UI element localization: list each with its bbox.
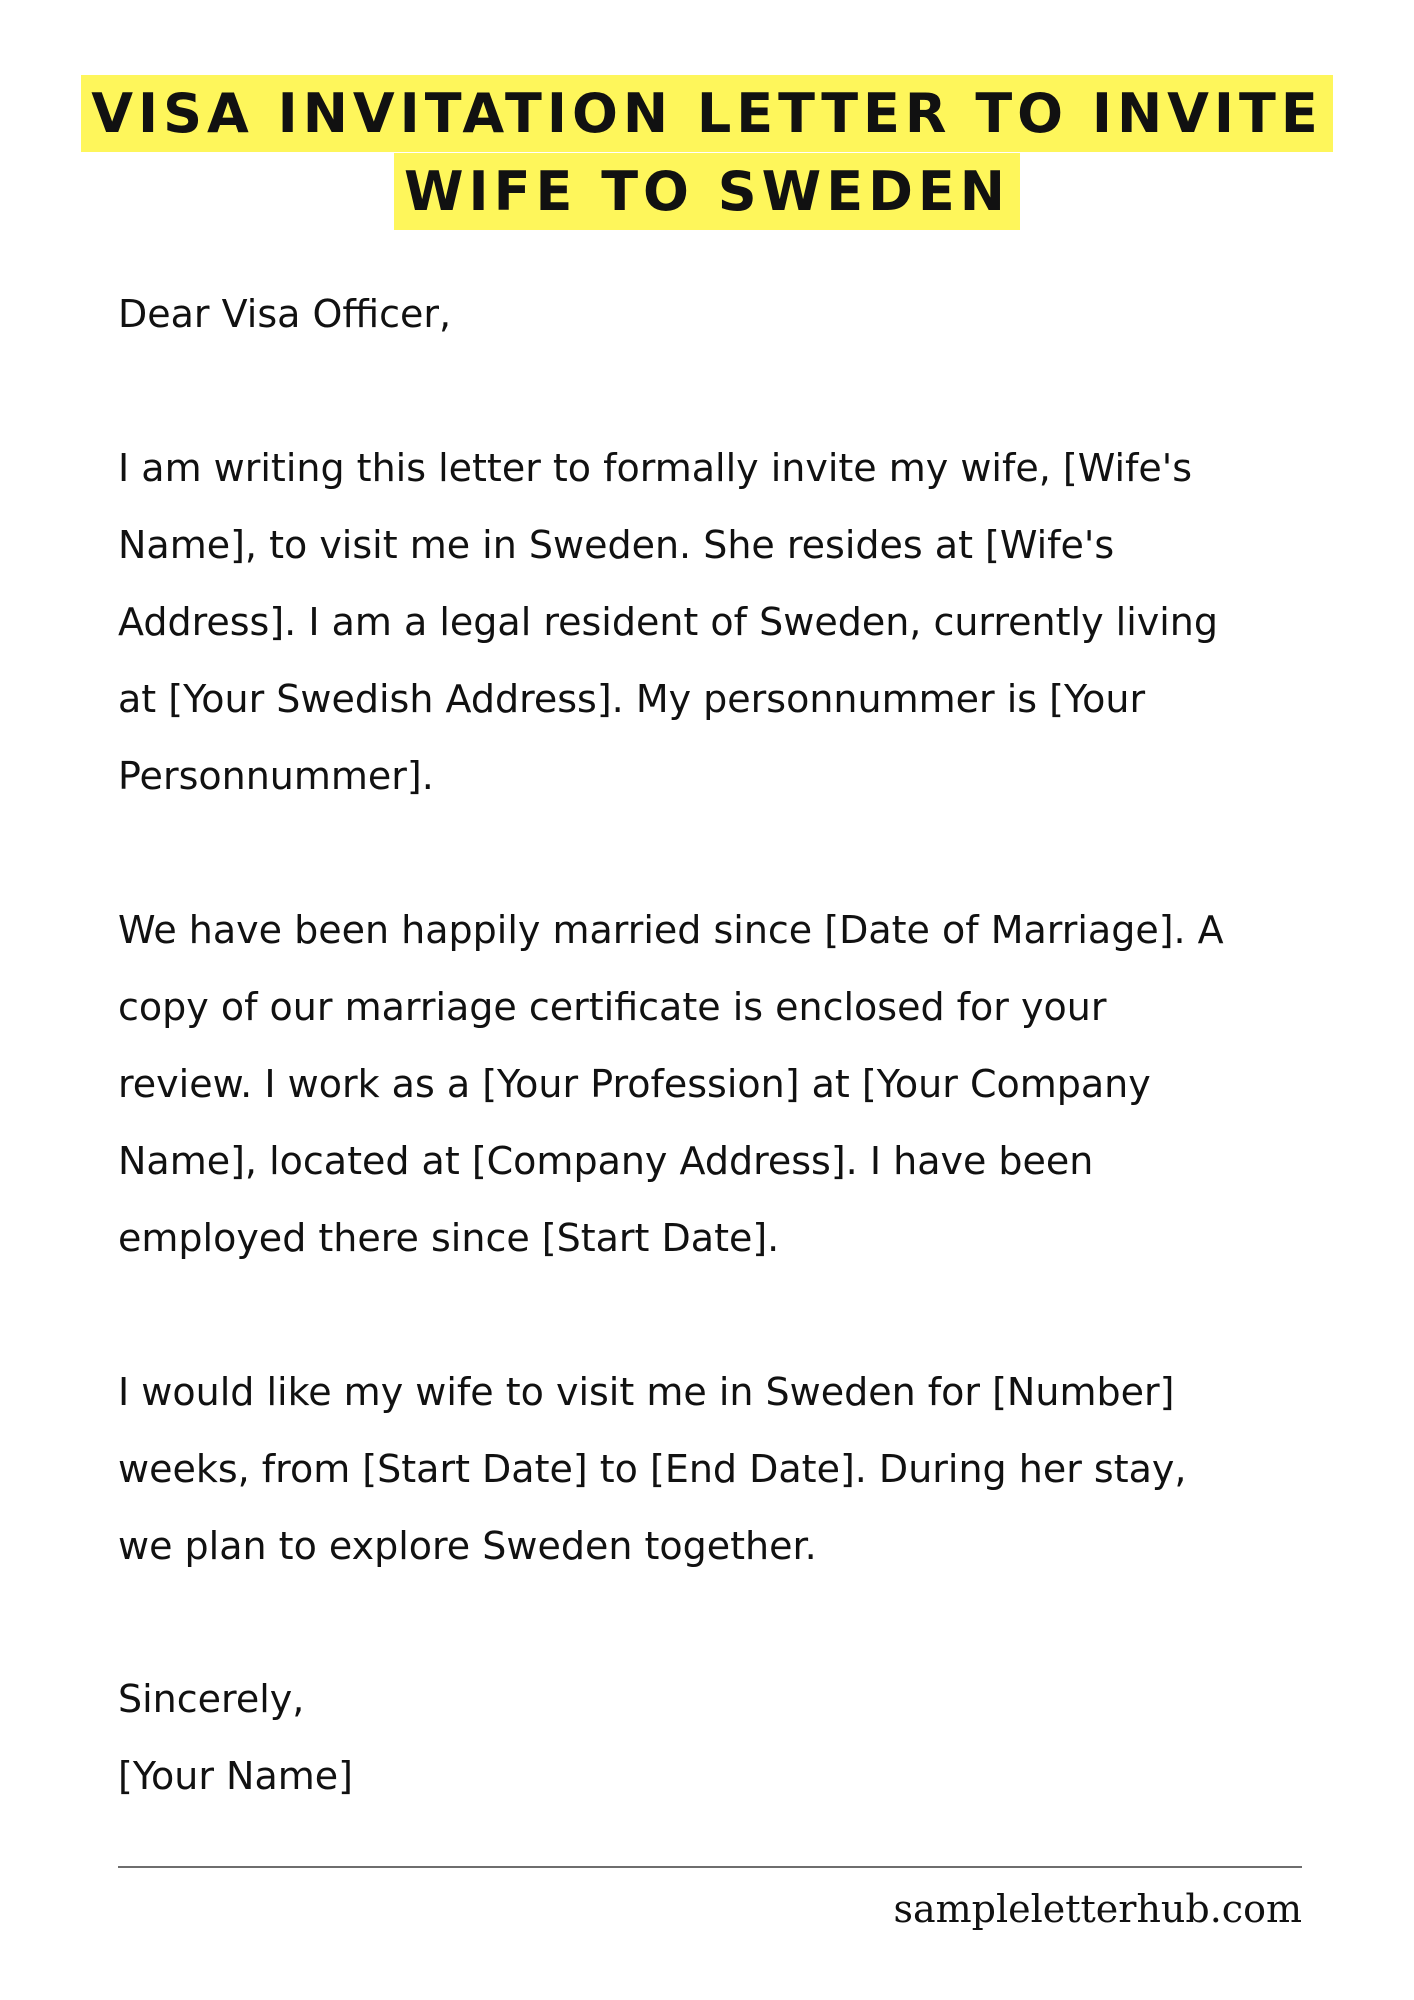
paragraph-line: copy of our marriage certificate is enclosed for your [118,985,1107,1029]
paragraph-line: Address]. I am a legal resident of Sweden, currently living [118,600,1219,644]
paragraph-line: We have been happily married since [Date of Marriage]. A [118,908,1224,952]
paragraph-line: we plan to explore Sweden together. [118,1524,817,1568]
closing-text: Sincerely, [118,1677,305,1721]
paragraph-line: Personnummer]. [118,754,434,798]
paragraph-line: employed there since [Start Date]. [118,1216,780,1260]
page-title [0,75,1414,231]
title-line-2: WIFE TO SWEDEN [394,153,1020,230]
signature-name: [Your Name] [118,1754,353,1798]
paragraph-line: weeks, from [Start Date] to [End Date]. During her stay, [118,1447,1187,1491]
paragraph-invitation [118,430,1368,815]
paragraph-line: at [Your Swedish Address]. My personnummer is [Your [118,677,1146,721]
closing-block [118,1661,1368,1815]
paragraph-marriage-employment [118,892,1368,1277]
title-line-1: VISA INVITATION LETTER TO INVITE [81,75,1333,152]
paragraph-line: Name], located at [Company Address]. I have been [118,1139,1094,1183]
paragraph-line: I would like my wife to visit me in Sweden for [Number] [118,1370,1175,1414]
paragraph-line: review. I work as a [Your Profession] at [Your Company [118,1062,1151,1106]
footer-divider [118,1866,1302,1868]
paragraph-line: I am writing this letter to formally invite my wife, [Wife's [118,446,1193,490]
salutation: Dear Visa Officer, [118,292,452,336]
footer-website: sampleletterhub.com [893,1887,1302,1931]
paragraph-line: Name], to visit me in Sweden. She resides at [Wife's [118,523,1115,567]
paragraph-visit-details [118,1354,1368,1585]
